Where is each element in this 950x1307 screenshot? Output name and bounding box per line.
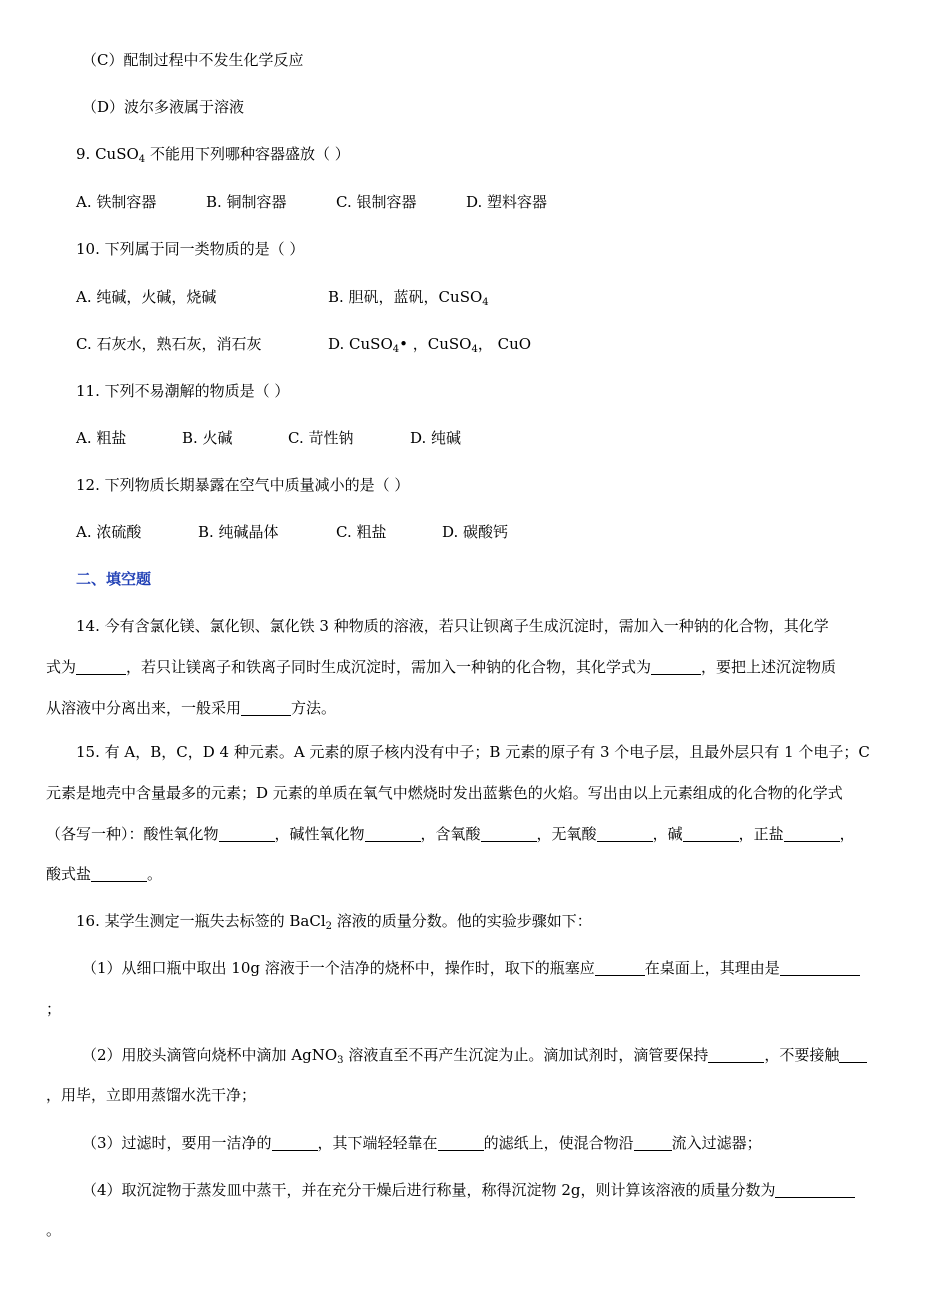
q16-step-3 [82, 1133, 762, 1153]
q16-step3-blank-2[interactable] [438, 1134, 484, 1151]
q15-line-3 [46, 824, 855, 844]
q16-step2-subscript: 3 [337, 1055, 344, 1066]
q10-option-d-mid: • ，CuSO [399, 335, 472, 353]
q16-stem-subscript: 2 [325, 921, 333, 932]
q11-option-a: A. 粗盐 [76, 429, 127, 447]
q16-step4-text-a: （4）取沉淀物于蒸发皿中蒸干，并在充分干燥后进行称量，称得沉淀物 2g，则计算该溶液的质量分数为 [82, 1181, 776, 1199]
q14-line-3 [46, 698, 336, 718]
q16-step2-text-a: （2）用胶头滴管向烧杯中滴加 AgNO [82, 1046, 338, 1064]
q12-option-c: C. 粗盐 [336, 523, 387, 541]
q16-step2-text-b: 溶液直至不再产生沉淀为止。滴加试剂时，滴管要保持 [343, 1046, 709, 1064]
q10-option-b-subscript: 4 [482, 297, 489, 308]
q16-step-1-end: ； [46, 1000, 62, 1018]
q14-text-c: ，要把上述沉淀物质 [701, 658, 837, 676]
q15-text-i: 。 [147, 865, 163, 883]
q11-option-c: C. 苛性钠 [288, 429, 354, 447]
q10-option-d-prefix: D. CuSO [328, 335, 393, 353]
q16-step3-blank-3[interactable] [634, 1134, 672, 1151]
q10-option-d-suffix: ， CuO [477, 335, 532, 353]
q15-text-a: （各写一种）：酸性氧化物 [46, 825, 219, 843]
q12-option-b: B. 纯碱晶体 [198, 523, 279, 541]
q10-option-d-subscript-1: 4 [392, 344, 400, 355]
q10-option-d-subscript-2: 4 [471, 344, 478, 355]
q14-text-b: ，若只让镁离子和铁离子同时生成沉淀时，需加入一种钠的化合物，其化学式为 [126, 658, 652, 676]
q15-text-g: ， [839, 825, 855, 843]
q16-stem-prefix: 16. 某学生测定一瓶失去标签的 BaCl [76, 912, 326, 930]
q9-option-a: A. 铁制容器 [76, 193, 157, 211]
q10-options-cd [76, 334, 531, 354]
q14-text-a: 式为 [46, 658, 77, 676]
q9-stem-prefix: 9. CuSO [76, 145, 139, 163]
q16-step1-blank-1[interactable] [595, 959, 645, 976]
q15-text-h: 酸式盐 [46, 865, 92, 883]
q15-blank-acidic-oxide[interactable] [219, 825, 275, 842]
q15-text-f: ，正盐 [738, 825, 784, 843]
q10-option-b-text: B. 胆矾，蓝矾，CuSO [328, 288, 483, 306]
q9-option-b: B. 铜制容器 [206, 193, 287, 211]
q16-step3-blank-1[interactable] [272, 1134, 318, 1151]
q14-text-e: 方法。 [291, 699, 337, 717]
q10-stem: 10. 下列属于同一类物质的是（ ） [76, 240, 305, 258]
q8-option-c: （C）配制过程中不发生化学反应 [82, 51, 304, 69]
q14-blank-2[interactable] [651, 658, 701, 675]
q16-step3-text-c: 的滤纸上，使混合物沿 [483, 1134, 634, 1152]
q12-stem: 12. 下列物质长期暴露在空气中质量减小的是（ ） [76, 476, 410, 494]
q16-step-2-end: ，用毕，立即用蒸馏水洗干净； [46, 1086, 257, 1104]
q15-line-4 [46, 864, 162, 884]
q15-text-d: ，无氧酸 [536, 825, 597, 843]
q16-step1-text-a: （1）从细口瓶中取出 10g 溶液于一个洁净的烧杯中，操作时，取下的瓶塞应 [82, 959, 595, 977]
q16-step-4 [82, 1180, 855, 1200]
q10-option-a: A. 纯碱，火碱，烧碱 [76, 288, 217, 306]
q9-stem [76, 144, 350, 164]
q9-subscript: 4 [138, 154, 146, 165]
q15-line-2: 元素是地壳中含量最多的元素；D 元素的单质在氧气中燃烧时发出蓝紫色的火焰。写出由以上元素组成的化合物的化学式 [46, 784, 843, 802]
q16-step2-blank-2[interactable] [839, 1046, 867, 1063]
q16-step4-blank[interactable] [775, 1181, 855, 1198]
q16-step-2 [82, 1045, 867, 1065]
q16-step2-text-c: ，不要接触 [764, 1046, 840, 1064]
q9-options [76, 192, 547, 212]
q15-blank-oxyacid[interactable] [481, 825, 537, 842]
q9-option-d: D. 塑料容器 [466, 193, 548, 211]
q8-option-d: （D）波尔多液属于溶液 [82, 98, 245, 116]
q15-blank-base[interactable] [683, 825, 739, 842]
q9-stem-suffix: 不能用下列哪种容器盛放（ ） [145, 145, 350, 163]
q12-options [76, 522, 508, 542]
q10-option-b [328, 287, 489, 307]
q16-step3-text-d: 流入过滤器； [671, 1134, 762, 1152]
q15-text-b: ，碱性氧化物 [274, 825, 365, 843]
q15-blank-anoxic-acid[interactable] [597, 825, 653, 842]
q15-text-e: ，碱 [652, 825, 683, 843]
q14-text-d: 从溶液中分离出来，一般采用 [46, 699, 242, 717]
q16-step2-blank-1[interactable] [708, 1046, 764, 1063]
q11-stem: 11. 下列不易潮解的物质是（ ） [76, 382, 290, 400]
q12-option-d: D. 碳酸钙 [442, 523, 509, 541]
q15-line-1: 15. 有 A，B，C，D 4 种元素。A 元素的原子核内没有中子；B 元素的原子有 3 个电子层，且最外层只有 1 个电子；C [76, 743, 870, 761]
q14-blank-1[interactable] [76, 658, 126, 675]
q12-option-a: A. 浓硫酸 [76, 523, 142, 541]
q16-step-1 [82, 958, 860, 978]
q10-option-c: C. 石灰水，熟石灰，消石灰 [76, 335, 262, 353]
q16-step-4-end: 。 [46, 1221, 62, 1239]
q10-options-ab [76, 287, 489, 307]
q15-text-c: ，含氧酸 [420, 825, 481, 843]
q16-stem-suffix: 溶液的质量分数。他的实验步骤如下： [332, 912, 592, 930]
q11-option-b: B. 火碱 [182, 429, 233, 447]
q14-line-2 [46, 657, 836, 677]
q14-line-1: 14. 今有含氯化镁、氯化钡、氯化铁 3 种物质的溶液，若只让钡离子生成沉淀时，需加入一种钠的化合物，其化学 [76, 617, 829, 635]
q16-step1-blank-2[interactable] [780, 959, 860, 976]
q16-step3-text-a: （3）过滤时，要用一洁净的 [82, 1134, 272, 1152]
q14-blank-3[interactable] [241, 699, 291, 716]
section-heading-fill-in: 二、填空题 [76, 570, 152, 588]
q16-step1-text-b: 在桌面上，其理由是 [644, 959, 780, 977]
q10-option-d [328, 334, 531, 354]
q16-step3-text-b: ，其下端轻轻靠在 [317, 1134, 438, 1152]
q16-stem [76, 911, 592, 931]
q15-blank-acid-salt[interactable] [91, 865, 147, 882]
q11-option-d: D. 纯碱 [410, 429, 462, 447]
q9-option-c: C. 银制容器 [336, 193, 417, 211]
q15-blank-normal-salt[interactable] [784, 825, 840, 842]
q11-options [76, 428, 461, 448]
q15-blank-basic-oxide[interactable] [365, 825, 421, 842]
